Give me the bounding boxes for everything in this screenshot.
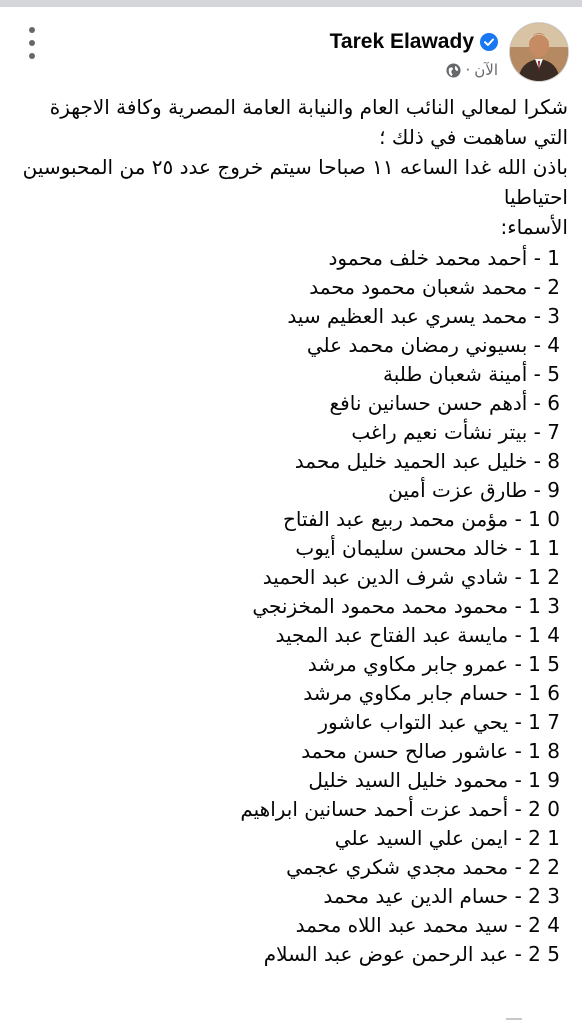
- intro-line: باذن الله غدا الساعه ١١ صباحا سيتم خروج عدد ٢٥ من المحبوسين احتياطيا: [22, 155, 568, 209]
- list-item: 1 1 - خالد محسن سليمان أيوب: [295, 536, 560, 560]
- list-item: 8 - خليل عبد الحميد خليل محمد: [294, 449, 560, 473]
- list-item: 6 1 - حسام جابر مكاوي مرشد: [303, 681, 560, 705]
- list-item: 6 - أدهم حسن حسانين نافع: [329, 391, 560, 415]
- post-intro: [14, 92, 568, 242]
- author-avatar[interactable]: [510, 23, 568, 81]
- post-body: [14, 92, 568, 969]
- top-divider: [0, 0, 582, 7]
- list-item: 7 - بيتر نشأت نعيم راغب: [351, 420, 560, 444]
- list-item: 5 2 - عبد الرحمن عوض عبد السلام: [263, 942, 560, 966]
- more-vertical-icon: [29, 27, 35, 33]
- next-post-edge: [506, 1018, 522, 1026]
- list-item: 0 2 - أحمد عزت أحمد حسانين ابراهيم: [240, 797, 560, 821]
- post-timestamp[interactable]: الآن: [474, 61, 498, 79]
- list-item: 8 1 - عاشور صالح حسن محمد: [301, 739, 560, 763]
- post-header: [0, 7, 582, 87]
- list-item: 1 - أحمد محمد خلف محمود: [328, 246, 560, 270]
- names-list: [14, 244, 568, 969]
- list-item: 3 1 - محمود محمد محمود المخزنجي: [252, 594, 560, 618]
- names-heading: الأسماء:: [500, 215, 568, 239]
- meta-separator: ·: [465, 61, 471, 79]
- list-item: 9 - طارق عزت أمين: [388, 478, 560, 502]
- list-item: 1 2 - ايمن علي السيد علي: [334, 826, 560, 850]
- avatar-photo: [510, 23, 568, 81]
- list-item: 3 - محمد يسري عبد العظيم سيد: [287, 304, 560, 328]
- list-item: 5 1 - عمرو جابر مكاوي مرشد: [307, 652, 560, 676]
- author-name[interactable]: Tarek Elawady: [329, 30, 474, 53]
- list-item: 4 1 - مايسة عبد الفتاح عبد المجيد: [275, 623, 560, 647]
- intro-line: شكرا لمعالي النائب العام والنيابة العامة المصرية وكافة الاجهزة التي ساهمت في ذلك ؛: [49, 95, 568, 149]
- more-options-button[interactable]: [20, 25, 44, 61]
- list-item: 2 2 - محمد مجدي شكري عجمي: [286, 855, 560, 879]
- list-item: 0 1 - مؤمن محمد ربيع عبد الفتاح: [282, 507, 560, 531]
- globe-icon: [446, 63, 461, 78]
- more-vertical-icon: [29, 40, 35, 46]
- post-meta: [446, 59, 498, 81]
- verified-badge-icon: [480, 33, 498, 51]
- list-item: 2 1 - شادي شرف الدين عبد الحميد: [262, 565, 560, 589]
- list-item: 9 1 - محمود خليل السيد خليل: [308, 768, 560, 792]
- more-vertical-icon: [29, 53, 35, 59]
- author-row: [330, 27, 498, 57]
- list-item: 4 - بسيوني رمضان محمد علي: [306, 333, 560, 357]
- list-item: 4 2 - سيد محمد عبد اللاه محمد: [295, 913, 560, 937]
- list-item: 5 - أمينة شعبان طلبة: [383, 362, 560, 386]
- list-item: 3 2 - حسام الدين عيد محمد: [323, 884, 560, 908]
- list-item: 7 1 - يحي عبد التواب عاشور: [318, 710, 560, 734]
- list-item: 2 - محمد شعبان محمود محمد: [309, 275, 560, 299]
